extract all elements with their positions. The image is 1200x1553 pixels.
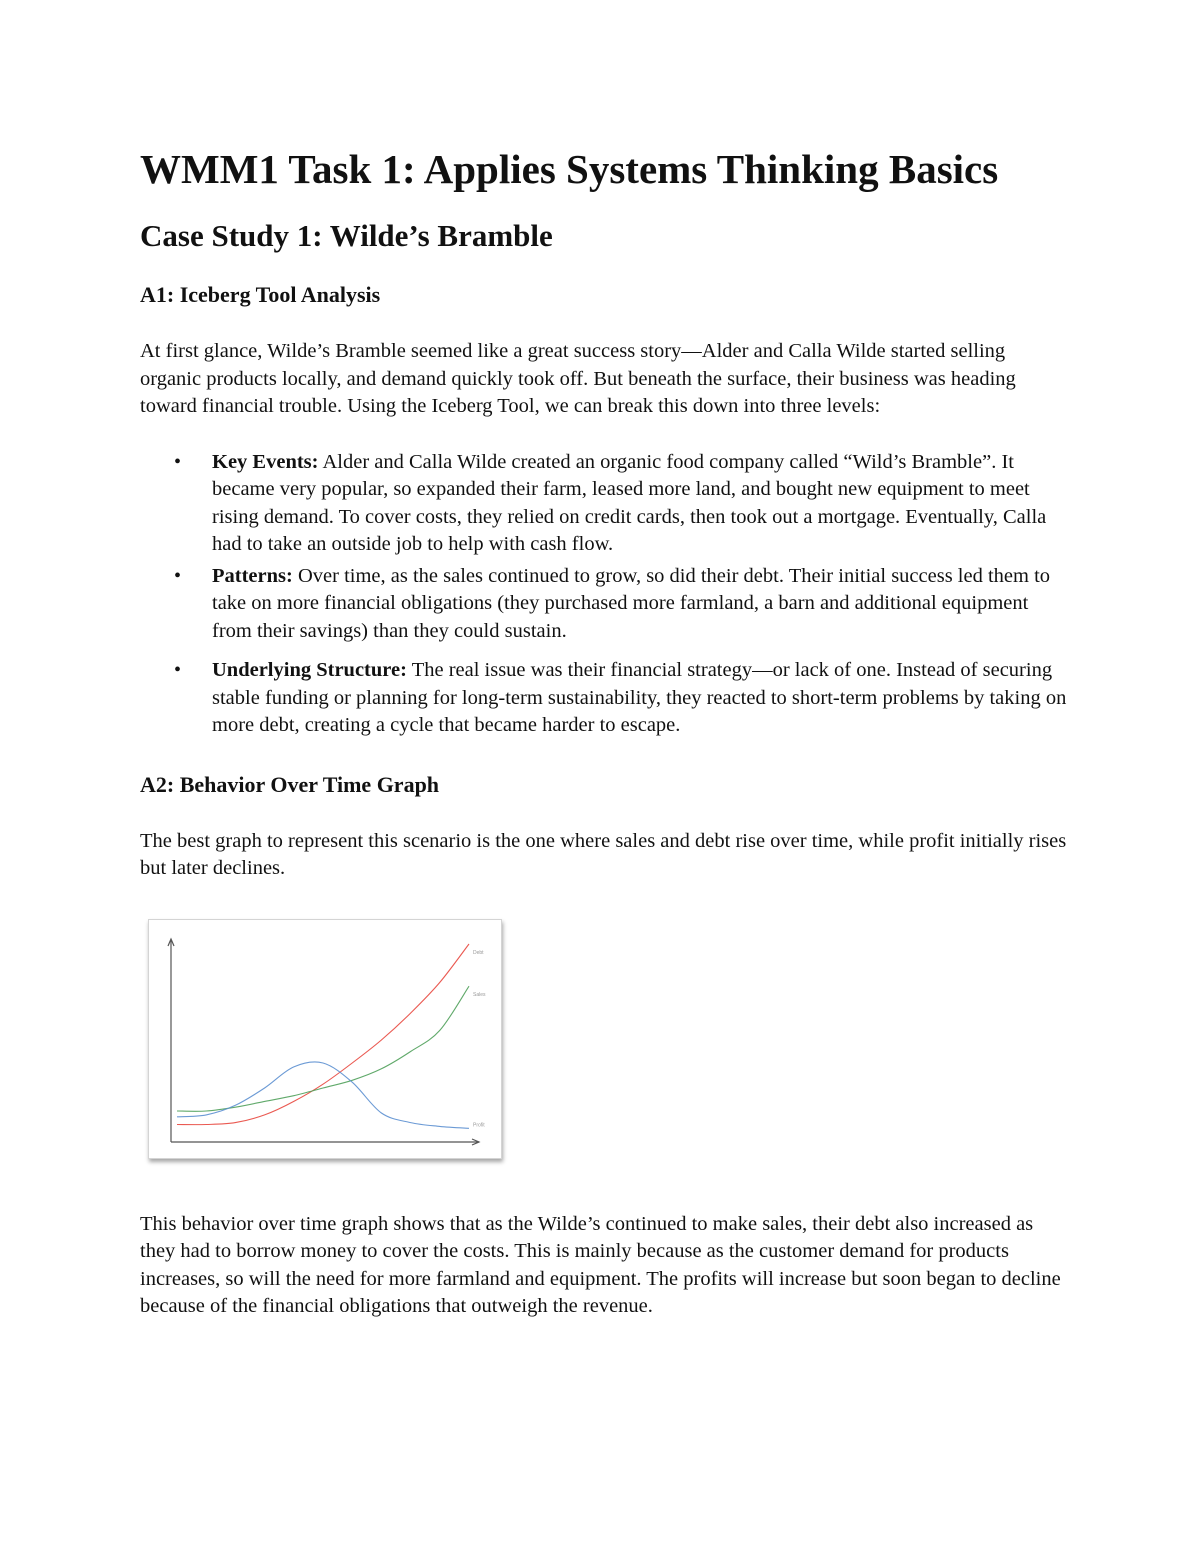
iceberg-levels-list [140, 449, 1070, 740]
series-line-sales [177, 986, 469, 1111]
list-item-underlying-structure [140, 657, 1070, 740]
bullet-label: Key Events: [212, 450, 319, 473]
chart-svg [149, 920, 501, 1158]
section-a2-heading: A2: Behavior Over Time Graph [140, 771, 440, 797]
section-a1-intro: At first glance, Wilde’s Bramble seemed like a great success story—Alder and Calla Wilde started selling organic products locally, and demand quickly took off. But beneath the surface, their business was heading toward financial trouble. Using the Iceberg Tool, we can break this down into three levels: [140, 340, 1016, 417]
series-label-sales: Sales [473, 991, 486, 998]
section-a2-explanation: This behavior over time graph shows that as the Wilde’s continued to make sales, their debt also increased as they had to borrow money to cover the costs. This is mainly because as the customer demand for products increases, so will the need for more farmland and equipment. The profits will increase but soon began to decline because of the financial obligations that outweigh the revenue. [140, 1212, 1061, 1317]
series-line-profit [177, 1061, 469, 1127]
series-label-debt: Debt [473, 949, 484, 956]
behavior-over-time-graph [148, 919, 502, 1159]
bullet-text: Alder and Calla Wilde created an organic food company called “Wild’s Bramble”. It became very popular, so expanded their farm, leased more land, and bought new equipment to meet rising demand. To cover costs, they relied on credit cards, then took out a mortgage. Eventually, Calla had to take an outside job to help with cash flow. [212, 450, 1047, 555]
bullet-text: Over time, as the sales continued to grow, so did their debt. Their initial success led them to take on more financial obligations (they purchased more farmland, a barn and additional equipment from their savings) than they could sustain. [212, 564, 1051, 642]
section-a2-intro: The best graph to represent this scenario is the one where sales and debt rise over time, while profit initially rises but later declines. [140, 829, 1067, 879]
list-item-key-events [140, 449, 1070, 559]
bullet-icon: • [174, 659, 182, 681]
section-a1-heading: A1: Iceberg Tool Analysis [140, 282, 381, 307]
bullet-icon: • [174, 564, 182, 587]
list-item-patterns [140, 563, 1070, 646]
case-study-heading: Case Study 1: Wilde’s Bramble [140, 218, 553, 253]
document-page [140, 138, 1070, 1321]
bullet-label: Underlying Structure: [212, 659, 407, 681]
document-title: WMM1 Task 1: Applies Systems Thinking Basics [140, 146, 999, 192]
series-line-debt [177, 944, 469, 1125]
series-label-profit: Profit [473, 1121, 485, 1128]
bullet-icon: • [174, 450, 182, 473]
bullet-label: Patterns: [212, 564, 293, 587]
bullet-text: The real issue was their financial strategy—or lack of one. Instead of securing stable funding or planning for long-term sustainability, they reacted to short-term problems by taking on more debt, creating a cycle that became harder to escape. [212, 659, 1067, 736]
